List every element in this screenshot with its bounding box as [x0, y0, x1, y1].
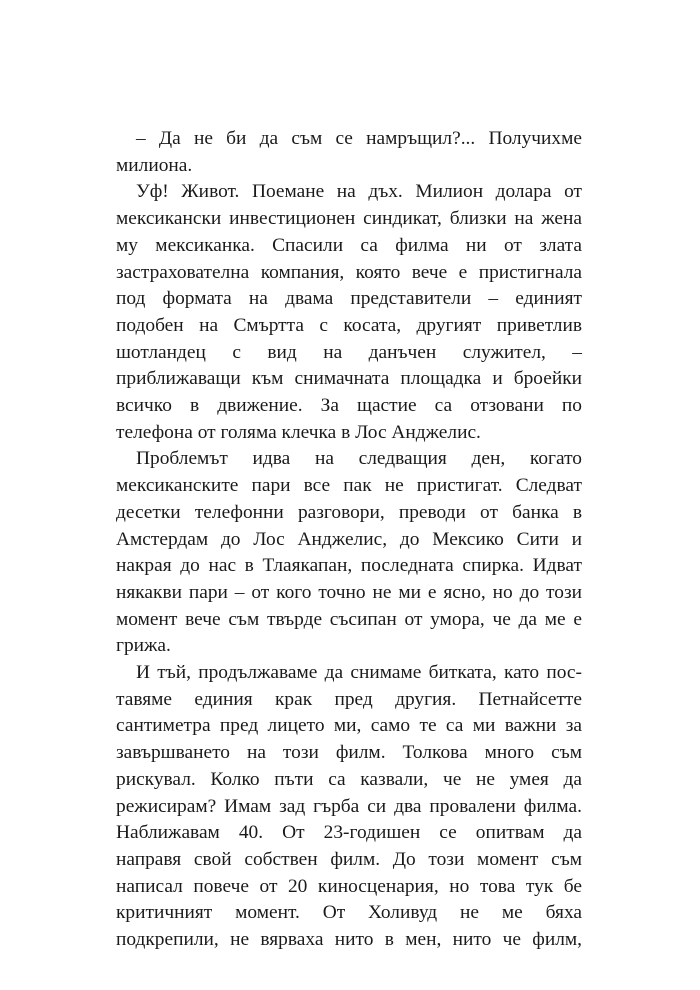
text-line: режисирам? Имам зад гърба си два провалени филма. — [116, 795, 582, 817]
text-line: телефона от голяма клечка в Лос Анджелис. — [116, 421, 481, 443]
text-line: шотландец с вид на данъчен служител, – — [116, 341, 582, 363]
text-line: под формата на двама представители – единият — [116, 288, 582, 310]
text-line: приближаващи към снимачната площадка и броейки — [116, 368, 582, 390]
text-line: подкрепили, не вярваха нито в мен, нито че филм, — [116, 929, 582, 951]
text-line: написал повече от 20 киносценария, но това тук бе — [116, 875, 582, 897]
page-body — [116, 126, 582, 954]
text-line: сантиметра пред лицето ми, само те са ми важни за — [116, 715, 582, 737]
text-line: тавяме единия крак пред другия. Петнайсетте — [116, 688, 582, 710]
text-line: някакви пари – от кого точно не ми е ясно, но до този — [116, 581, 582, 603]
text-line: рискувал. Колко пъти са казвали, че не умея да — [116, 768, 582, 790]
text-line: И тъй, продължаваме да снимаме битката, като пос- — [136, 662, 582, 684]
text-line: направя свой собствен филм. До този момент съм — [116, 848, 582, 870]
text-line: грижа. — [116, 635, 171, 657]
paragraph-4 — [116, 660, 582, 954]
paragraph-1 — [116, 126, 582, 179]
text-line: Уф! Живот. Поемане на дъх. Милион долара от — [136, 181, 582, 203]
paragraph-3 — [116, 446, 582, 660]
text-line: момент вече съм твърде съсипан от умора, че да ме е — [116, 608, 582, 630]
text-line: завършването на този филм. Толкова много съм — [116, 742, 582, 764]
text-line: милиона. — [116, 154, 193, 176]
text-line: – Да не би да съм се намръщил?... Получихме — [136, 128, 582, 149]
text-line: десетки телефонни разговори, преводи от банка в — [116, 501, 582, 523]
text-line: мексикански инвестиционен синдикат, близки на жена — [116, 208, 582, 230]
text-line: подобен на Смъртта с косата, другият приветлив — [116, 314, 582, 336]
text-line: застрахователна компания, която вече е пристигнала — [116, 261, 582, 283]
paragraph-2 — [116, 179, 582, 446]
text-line: Проблемът идва на следващия ден, когато — [136, 448, 582, 470]
text-line: накрая до нас в Тлаякапан, последната спирка. Идват — [116, 555, 582, 577]
text-line: Амстердам до Лос Анджелис, до Мексико Сити и — [116, 528, 582, 550]
text-line: критичният момент. От Холивуд не ме бяха — [116, 902, 582, 924]
text-line: всичко в движение. За щастие са отзовани по — [116, 395, 582, 417]
text-line: Наближавам 40. От 23-годишен се опитвам да — [116, 822, 582, 844]
text-line: мексиканските пари все пак не пристигат. Следват — [116, 475, 582, 497]
text-line: му мексиканка. Спасили са филма ни от злата — [116, 234, 582, 256]
